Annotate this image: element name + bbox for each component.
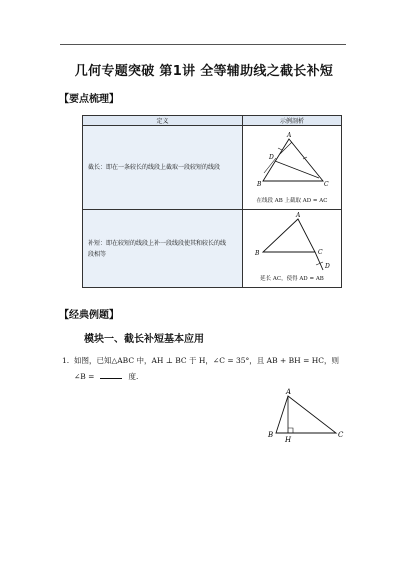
- table-row: [83, 126, 342, 210]
- point-label-a: A: [296, 212, 301, 219]
- section-key-points: 【要点梳理】: [59, 94, 119, 105]
- section-examples: 【经典例题】: [59, 310, 119, 321]
- answer-suffix: 度.: [128, 372, 139, 381]
- caption-extend-short: 延长 AC，使得 AD = AB: [260, 276, 324, 282]
- example-cell: [243, 126, 342, 210]
- top-rule: [60, 44, 346, 45]
- point-label-a: A: [286, 388, 292, 396]
- key-points-table: [82, 115, 342, 288]
- point-label-a: A: [287, 132, 292, 139]
- triangle-figure: [243, 210, 341, 274]
- point-label-h: H: [285, 436, 292, 443]
- point-label-c: C: [318, 249, 323, 256]
- triangle-figure: [243, 126, 341, 196]
- table-header-row: [83, 116, 342, 126]
- problem-figure: [262, 387, 352, 443]
- example-cell: [243, 210, 342, 288]
- definition-extend-short: [83, 210, 243, 288]
- caption-cut-long: 在线段 AB 上截取 AD = AC: [256, 198, 328, 204]
- point-label-d: D: [325, 263, 330, 270]
- problem-1: [62, 353, 362, 385]
- point-label-b: B: [257, 181, 262, 188]
- page-title: 几何专题突破 第1讲 全等辅助线之截长补短: [74, 64, 334, 79]
- answer-prefix: ∠B =: [74, 372, 95, 381]
- point-label-c: C: [324, 181, 329, 188]
- problem-number: 1.: [62, 356, 70, 365]
- module-heading: 模块一、截长补短基本应用: [84, 334, 204, 345]
- header-example: 示例剖析: [243, 116, 342, 126]
- definition-line-2: 段相等: [88, 250, 107, 258]
- definition-line-1: 补短：即在较短的线段上补一段线段使其和较长的线: [88, 239, 227, 247]
- table-row: [83, 210, 342, 288]
- definition-cut-long: 截长：即在一条较长的线段上截取一段较短的线段: [83, 126, 243, 210]
- point-label-b: B: [255, 250, 260, 257]
- point-label-b: B: [268, 431, 274, 439]
- problem-line-1: [62, 353, 362, 369]
- header-definition: 定义: [83, 116, 243, 126]
- point-label-c: C: [338, 431, 344, 439]
- point-label-d: D: [269, 154, 274, 161]
- problem-text: 如图，已知△ABC 中，AH ⊥ BC 于 H，∠C = 35°，且 AB + BH = HC，则: [74, 356, 340, 365]
- problem-line-2: [62, 369, 362, 385]
- answer-blank[interactable]: [100, 370, 122, 379]
